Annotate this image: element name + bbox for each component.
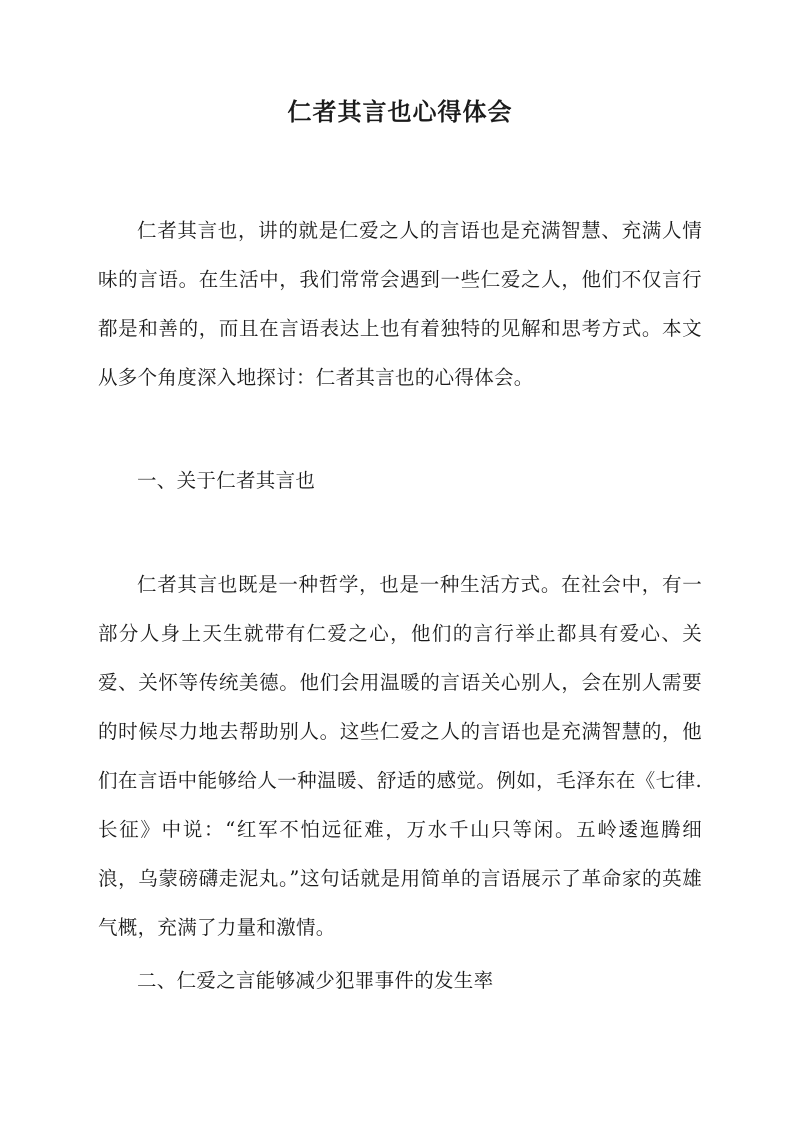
section-1-paragraph: 仁者其言也既是一种哲学，也是一种生活方式。在社会中，有一部分人身上天生就带有仁爱之心，他们的言行举止都具有爱心、关爱、关怀等传统美德。他们会用温暖的言语关心别人，会在别人需要的时候尽力地去帮助别人。这些仁爱之人的言语也是充满智慧的，他们在言语中能够给人一种温暖、舒适的感觉。例如，毛泽东在《七律.长征》中说：“红军不怕远征难，万水千山只等闲。五岭逶迤腾细浪，乌蒙磅礴走泥丸。”这句话就是用简单的言语展示了革命家的英雄气概，充满了力量和激情。 <box>98 573 702 939</box>
section-2-heading: 二、仁爱之言能够减少犯罪事件的发生率 <box>137 969 494 992</box>
document-title: 仁者其言也心得体会 <box>287 97 513 126</box>
intro-paragraph: 仁者其言也，讲的就是仁爱之人的言语也是充满智慧、充满人情味的言语。在生活中，我们常常会遇到一些仁爱之人，他们不仅言行都是和善的，而且在言语表达上也有着独特的见解和思考方式。本文从多个角度深入地探讨：仁者其言也的心得体会。 <box>98 219 702 389</box>
section-1-heading: 一、关于仁者其言也 <box>137 469 316 492</box>
